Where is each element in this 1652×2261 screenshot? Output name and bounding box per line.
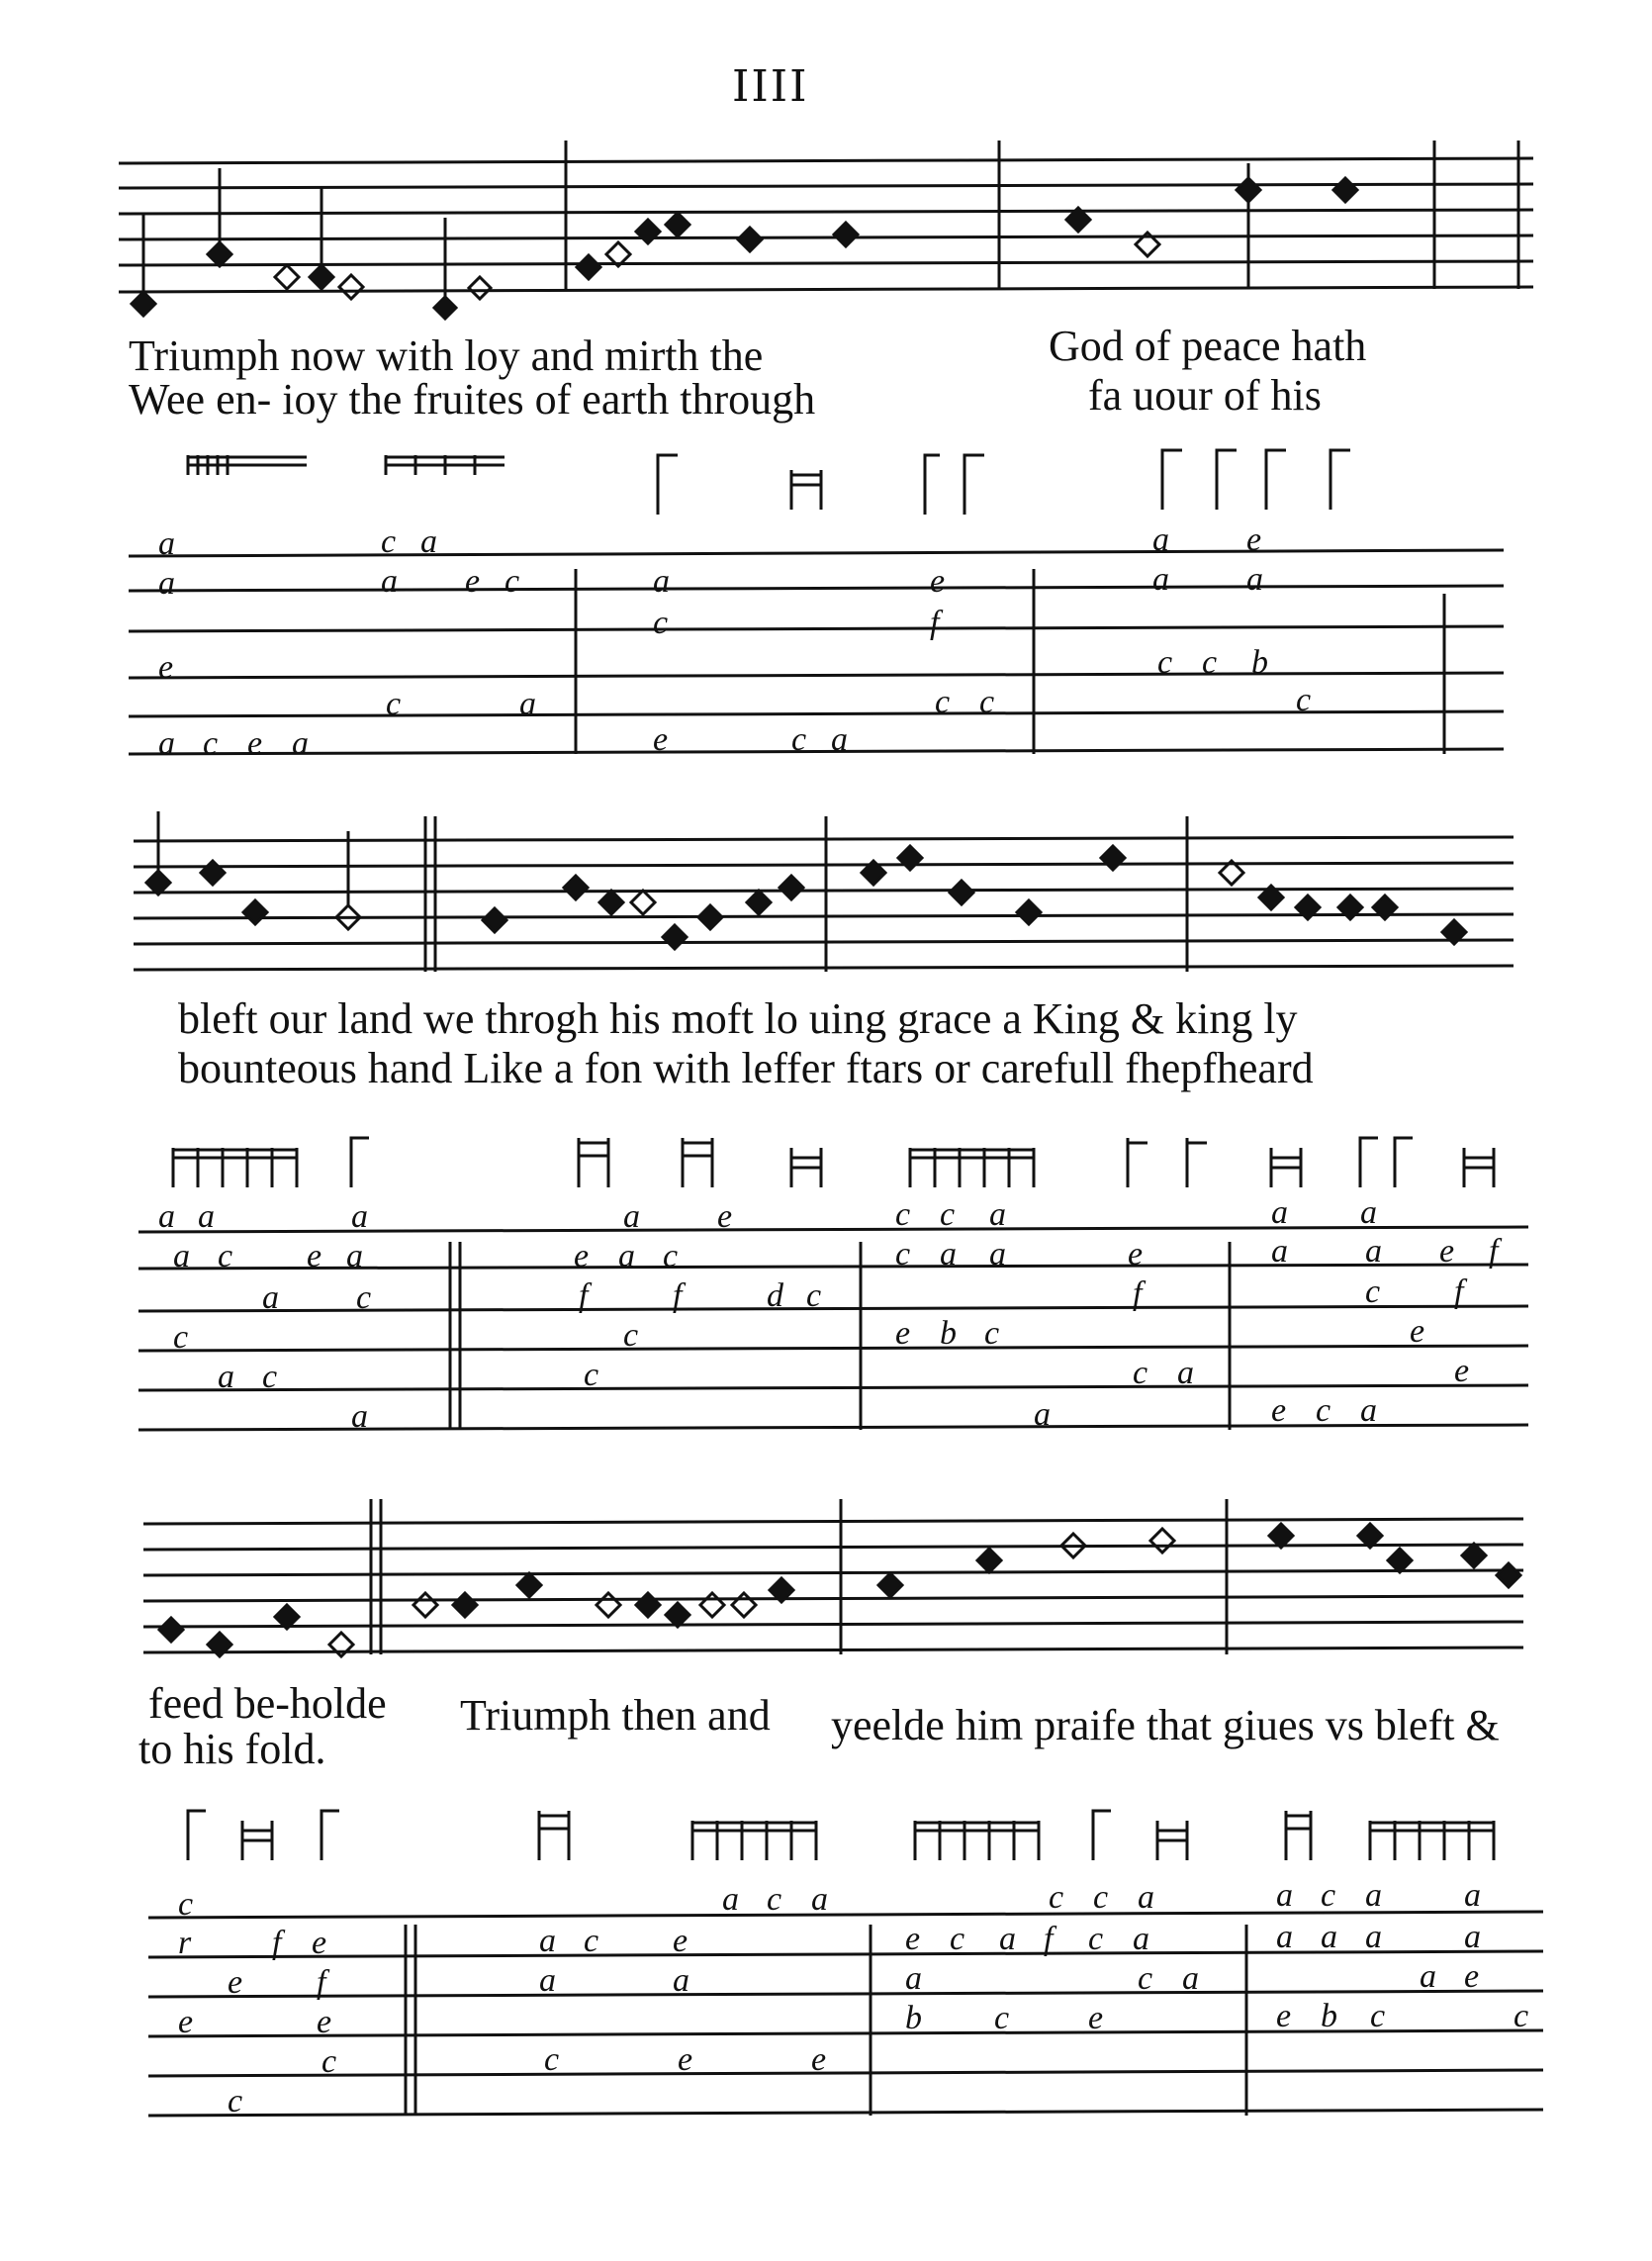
svg-text:a: a bbox=[218, 1359, 234, 1395]
svg-text:c: c bbox=[1133, 1355, 1148, 1391]
svg-text:e: e bbox=[717, 1198, 733, 1235]
svg-text:c: c bbox=[1296, 682, 1312, 718]
svg-text:e: e bbox=[1271, 1392, 1287, 1429]
svg-text:a: a bbox=[1321, 1919, 1337, 1955]
svg-text:a: a bbox=[158, 725, 175, 762]
svg-text:e: e bbox=[317, 2004, 332, 2040]
svg-text:e: e bbox=[673, 1923, 688, 1959]
lyric-line: God of peace hath bbox=[1049, 322, 1367, 370]
svg-text:a: a bbox=[1271, 1233, 1288, 1270]
svg-text:c: c bbox=[1514, 1998, 1529, 2034]
svg-text:e: e bbox=[574, 1238, 590, 1274]
svg-text:a: a bbox=[831, 721, 848, 758]
svg-text:c: c bbox=[1049, 1879, 1064, 1916]
svg-text:a: a bbox=[420, 523, 437, 560]
svg-text:e: e bbox=[178, 2004, 194, 2040]
svg-text:c: c bbox=[935, 684, 951, 720]
svg-text:c: c bbox=[1370, 1998, 1386, 2034]
svg-text:f: f bbox=[673, 1277, 683, 1314]
svg-text:c: c bbox=[663, 1238, 679, 1274]
svg-text:a: a bbox=[1360, 1392, 1377, 1429]
svg-text:a: a bbox=[1133, 1921, 1149, 1957]
svg-text:c: c bbox=[544, 2041, 560, 2078]
svg-text:c: c bbox=[178, 1886, 194, 1923]
svg-text:c: c bbox=[173, 1319, 189, 1356]
svg-text:c: c bbox=[950, 1921, 965, 1957]
svg-text:c: c bbox=[979, 684, 995, 720]
svg-text:a: a bbox=[811, 1881, 828, 1918]
lyric-line: Triumph then and bbox=[460, 1691, 771, 1740]
svg-text:a: a bbox=[673, 1962, 689, 1999]
svg-text:a: a bbox=[989, 1196, 1006, 1233]
svg-text:f: f bbox=[579, 1277, 589, 1314]
svg-text:e: e bbox=[247, 725, 263, 762]
svg-text:e: e bbox=[1128, 1236, 1144, 1272]
svg-text:a: a bbox=[1365, 1233, 1382, 1270]
svg-text:b: b bbox=[1321, 1998, 1337, 2034]
svg-text:a: a bbox=[158, 525, 175, 562]
svg-text:c: c bbox=[895, 1196, 911, 1233]
svg-text:a: a bbox=[999, 1921, 1016, 1957]
svg-text:c: c bbox=[1093, 1879, 1109, 1916]
svg-text:a: a bbox=[1271, 1194, 1288, 1231]
svg-text:e: e bbox=[307, 1238, 322, 1274]
svg-text:e: e bbox=[678, 2041, 693, 2078]
svg-text:f: f bbox=[1044, 1921, 1054, 1957]
svg-text:b: b bbox=[940, 1315, 957, 1352]
svg-text:a: a bbox=[1276, 1877, 1293, 1914]
svg-text:a: a bbox=[653, 563, 670, 600]
svg-text:f: f bbox=[1133, 1275, 1143, 1312]
svg-text:c: c bbox=[321, 2043, 337, 2080]
svg-text:c: c bbox=[895, 1236, 911, 1272]
svg-text:e: e bbox=[228, 1964, 243, 2001]
svg-text:c: c bbox=[228, 2083, 243, 2120]
svg-text:a: a bbox=[905, 1960, 922, 1997]
svg-text:a: a bbox=[1177, 1355, 1194, 1391]
svg-text:a: a bbox=[623, 1198, 640, 1235]
svg-text:d: d bbox=[767, 1277, 783, 1314]
lyric-line: fa uour of his bbox=[1088, 371, 1322, 420]
svg-text:c: c bbox=[994, 2000, 1010, 2036]
lyric-line: Wee en- ioy the fruites of earth through bbox=[129, 375, 816, 424]
svg-text:a: a bbox=[1246, 561, 1263, 598]
svg-text:c: c bbox=[1321, 1877, 1336, 1914]
svg-text:a: a bbox=[381, 563, 398, 600]
svg-text:e: e bbox=[1246, 521, 1262, 558]
svg-text:a: a bbox=[198, 1198, 215, 1235]
svg-text:c: c bbox=[806, 1277, 822, 1314]
svg-text:c: c bbox=[584, 1357, 599, 1393]
svg-text:a: a bbox=[519, 686, 536, 722]
svg-text:a: a bbox=[1152, 561, 1169, 598]
svg-text:a: a bbox=[1365, 1919, 1382, 1955]
svg-text:c: c bbox=[1365, 1273, 1381, 1310]
svg-text:e: e bbox=[895, 1315, 911, 1352]
svg-text:a: a bbox=[1138, 1879, 1154, 1916]
svg-text:a: a bbox=[346, 1238, 363, 1274]
svg-text:e: e bbox=[653, 721, 669, 758]
svg-text:a: a bbox=[1034, 1396, 1051, 1433]
svg-text:e: e bbox=[1410, 1313, 1425, 1350]
lyric-line: to his fold. bbox=[138, 1725, 326, 1773]
svg-text:e: e bbox=[465, 563, 481, 600]
svg-text:a: a bbox=[940, 1236, 957, 1272]
svg-text:c: c bbox=[218, 1238, 233, 1274]
svg-text:f: f bbox=[272, 1925, 282, 1961]
svg-text:a: a bbox=[618, 1238, 635, 1274]
svg-text:a: a bbox=[1360, 1194, 1377, 1231]
svg-text:a: a bbox=[1152, 521, 1169, 558]
lyric-line: bounteous hand Like a fon with leffer ftars or carefull fhepfheard bbox=[178, 1044, 1314, 1092]
svg-text:c: c bbox=[386, 686, 402, 722]
svg-text:c: c bbox=[984, 1315, 1000, 1352]
svg-text:a: a bbox=[292, 725, 309, 762]
page-number: IIII bbox=[732, 61, 809, 112]
lyric-line: feed be-holde bbox=[148, 1679, 387, 1728]
svg-text:a: a bbox=[262, 1279, 279, 1316]
lyric-line: yeelde him praife that giues vs bleft & bbox=[831, 1701, 1500, 1749]
lyric-line: Triumph now with loy and mirth the bbox=[129, 331, 764, 380]
svg-text:c: c bbox=[940, 1196, 956, 1233]
svg-text:b: b bbox=[905, 2000, 922, 2036]
svg-text:c: c bbox=[623, 1317, 639, 1354]
svg-text:a: a bbox=[1464, 1919, 1481, 1955]
svg-text:e: e bbox=[1464, 1958, 1480, 1995]
svg-text:c: c bbox=[1157, 644, 1173, 681]
svg-text:f: f bbox=[930, 605, 940, 641]
svg-text:a: a bbox=[158, 565, 175, 602]
svg-text:a: a bbox=[173, 1238, 190, 1274]
svg-text:b: b bbox=[1251, 644, 1268, 681]
svg-text:c: c bbox=[203, 725, 219, 762]
svg-text:e: e bbox=[1439, 1233, 1455, 1270]
svg-text:a: a bbox=[1182, 1960, 1199, 1997]
svg-text:c: c bbox=[653, 605, 669, 641]
svg-text:e: e bbox=[1276, 1998, 1292, 2034]
svg-text:a: a bbox=[1464, 1877, 1481, 1914]
svg-text:c: c bbox=[1202, 644, 1218, 681]
svg-text:c: c bbox=[584, 1923, 599, 1959]
svg-text:a: a bbox=[722, 1881, 739, 1918]
lyric-line: bleft our land we throgh his moft lo uing grace a King & king ly bbox=[178, 994, 1298, 1043]
svg-text:c: c bbox=[1138, 1960, 1153, 1997]
svg-text:a: a bbox=[1365, 1877, 1382, 1914]
svg-text:f: f bbox=[1489, 1233, 1499, 1270]
svg-text:e: e bbox=[811, 2041, 827, 2078]
svg-text:a: a bbox=[158, 1198, 175, 1235]
svg-text:a: a bbox=[351, 1198, 368, 1235]
svg-text:a: a bbox=[351, 1398, 368, 1435]
svg-text:e: e bbox=[905, 1921, 921, 1957]
svg-text:c: c bbox=[1316, 1392, 1331, 1429]
svg-text:a: a bbox=[1276, 1919, 1293, 1955]
svg-text:a: a bbox=[1420, 1958, 1436, 1995]
svg-text:a: a bbox=[539, 1923, 556, 1959]
svg-text:c: c bbox=[262, 1359, 278, 1395]
svg-text:e: e bbox=[158, 649, 174, 686]
svg-text:c: c bbox=[381, 523, 397, 560]
svg-text:e: e bbox=[1454, 1353, 1470, 1389]
svg-text:e: e bbox=[930, 563, 946, 600]
svg-text:c: c bbox=[356, 1279, 372, 1316]
svg-text:c: c bbox=[1088, 1921, 1104, 1957]
svg-text:e: e bbox=[1088, 2000, 1104, 2036]
svg-text:a: a bbox=[539, 1962, 556, 1999]
svg-text:e: e bbox=[312, 1925, 327, 1961]
svg-text:r: r bbox=[178, 1925, 192, 1961]
svg-text:c: c bbox=[767, 1881, 782, 1918]
svg-text:c: c bbox=[505, 563, 520, 600]
svg-text:f: f bbox=[317, 1964, 326, 2001]
svg-text:f: f bbox=[1454, 1273, 1464, 1310]
svg-text:c: c bbox=[791, 721, 807, 758]
svg-text:a: a bbox=[989, 1236, 1006, 1272]
